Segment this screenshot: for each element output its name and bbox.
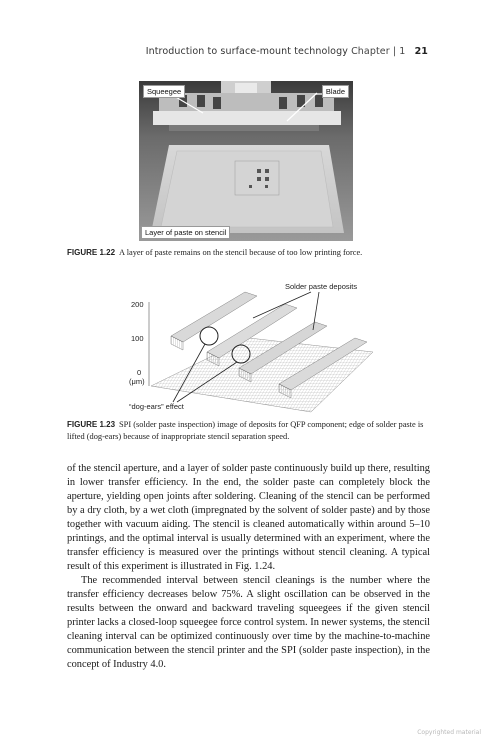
- running-header: [146, 46, 428, 57]
- figure-1-23-text: SPI (solder paste inspection) image of deposits for QFP component; edge of solder paste is lifted (dog-ears) because of inappropriate stencil separation speed.: [67, 420, 424, 441]
- figure-1-22-number: FIGURE 1.22: [67, 248, 116, 257]
- figure-1-23-caption: [67, 419, 430, 442]
- blade-label: Blade: [322, 85, 349, 98]
- deposits-label: Solder paste deposits: [285, 282, 358, 291]
- squeegee-label: Squeegee: [143, 85, 185, 98]
- chapter-label: Chapter | 1: [351, 46, 406, 57]
- body-text: [67, 462, 430, 672]
- figure-1-22-caption: [67, 247, 430, 259]
- dog-ears-label: “dog-ears” effect: [129, 402, 184, 411]
- spi-image: [125, 278, 375, 413]
- tick-200: 200: [131, 300, 144, 309]
- spi-3d-surface: [125, 278, 375, 413]
- paragraph-2: The recommended interval between stencil cleanings is the number where the transfer efficiency decreases below 75%. A slight oscillation can be observed in the results between the onward and backward traveling squeegees if the given stencil printer lacks a closed-loop squeegee force control system. In newer systems, the stencil cleaning interval can be optimized continuously over time by the machine-to-machine communication between the stencil printer and the SPI (solder paste inspection), in the concept of Industry 4.0.: [67, 575, 430, 670]
- printer-illustration: [139, 81, 353, 241]
- tick-100: 100: [131, 334, 144, 343]
- tick-0: 0: [137, 368, 142, 377]
- stencil-printer-photo: [139, 81, 353, 241]
- running-title: Introduction to surface-mount technology: [145, 46, 348, 57]
- page-number: 21: [414, 46, 428, 57]
- paragraph-1: of the stencil aperture, and a layer of solder paste continuously build up there, resulting in lower transfer efficiency. In the end, the solder paste can completely block the aperture, yielding open joints after soldering. Cleaning of the stencil can be performed by a dry cloth, by a wet cloth (impregnated by the solvent of solder paste) and by those together with vacuum aiding. The stencil is cleaned automatically within around 5–10 printings, and the optimal interval is usually determined with an experiment, where the transfer efficiency is measured over the printings without stencil cleaning. A typical result of this experiment is illustrated in Fig. 1.24.: [67, 463, 430, 572]
- watermark: Copyrighted material: [417, 729, 481, 736]
- paste-layer-label: Layer of paste on stencil: [141, 226, 230, 239]
- unit-label: (μm): [129, 377, 145, 386]
- figure-1-23-number: FIGURE 1.23: [67, 420, 116, 429]
- figure-1-22-text: A layer of paste remains on the stencil because of too low printing force.: [119, 248, 363, 257]
